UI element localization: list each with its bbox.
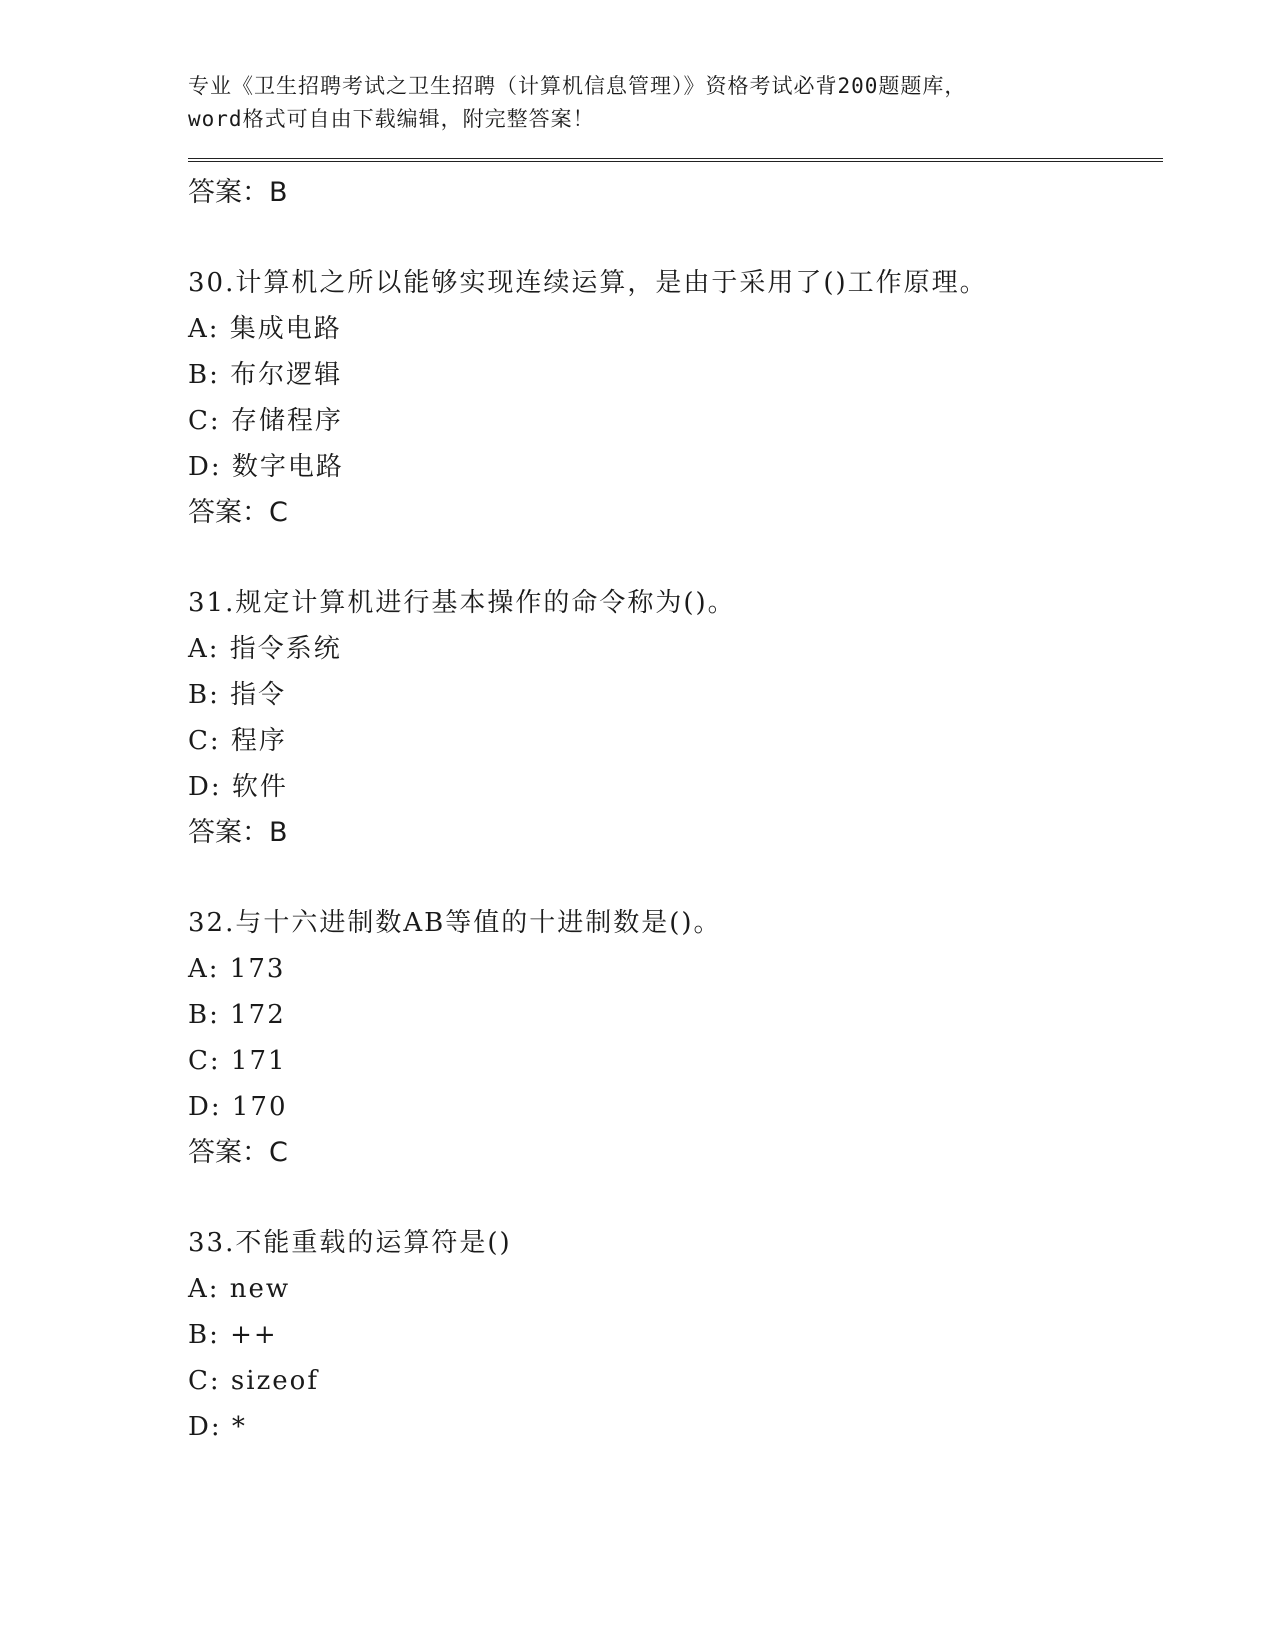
- previous-question-answer: 答案：B: [188, 177, 288, 208]
- option-c: C: 程序: [188, 726, 287, 756]
- option-c: C: 171: [188, 1046, 287, 1076]
- answer-line: 答案：C: [188, 497, 288, 528]
- header-divider: [188, 158, 1163, 162]
- option-d: D: 软件: [188, 772, 288, 802]
- question-30: [188, 260, 1163, 536]
- option-a: A: new: [188, 1274, 291, 1304]
- question-text: 30.计算机之所以能够实现连续运算，是由于采用了()工作原理。: [188, 268, 988, 298]
- option-a: A: 指令系统: [188, 634, 342, 664]
- option-a: A: 集成电路: [188, 314, 342, 344]
- option-b: B: 指令: [188, 680, 287, 710]
- option-d: D: 170: [188, 1092, 288, 1122]
- option-d: D: *: [188, 1412, 247, 1442]
- question-31: [188, 580, 1163, 856]
- option-b: B: 布尔逻辑: [188, 360, 343, 390]
- document-page: [188, 70, 1163, 1450]
- option-a: A: 173: [188, 954, 286, 984]
- document-header-line-1: 专业《卫生招聘考试之卫生招聘（计算机信息管理）》资格考试必背200题题库，: [188, 74, 967, 98]
- option-b: B: ++: [188, 1320, 278, 1350]
- option-b: B: 172: [188, 1000, 286, 1030]
- question-text: 33.不能重载的运算符是(): [188, 1228, 512, 1258]
- answer-line: 答案：B: [188, 817, 288, 848]
- option-c: C: 存储程序: [188, 406, 343, 436]
- option-d: D: 数字电路: [188, 452, 344, 482]
- answer-line: 答案：C: [188, 1137, 288, 1168]
- question-text: 32.与十六进制数AB等值的十进制数是()。: [188, 908, 722, 938]
- option-c: C: sizeof: [188, 1366, 319, 1396]
- question-text: 31.规定计算机进行基本操作的命令称为()。: [188, 588, 736, 618]
- document-header-line-2: word格式可自由下载编辑，附完整答案！: [188, 107, 595, 131]
- question-32: [188, 900, 1163, 1176]
- question-33: [188, 1220, 1163, 1450]
